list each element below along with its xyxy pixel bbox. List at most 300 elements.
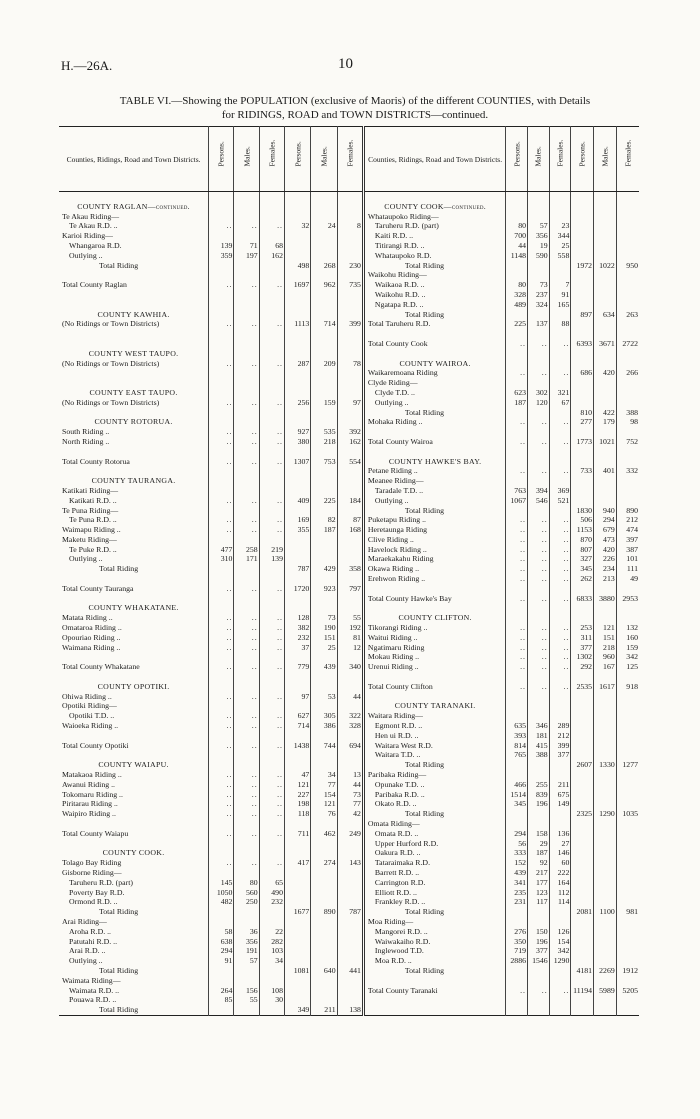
row-value: 187 xyxy=(514,397,526,407)
row-value: 324 xyxy=(535,299,548,309)
row-value: 53 xyxy=(327,691,336,701)
row-value: .. xyxy=(541,368,548,378)
row-value xyxy=(571,946,593,956)
row-value xyxy=(260,290,284,300)
row-value xyxy=(550,329,571,339)
row-value xyxy=(260,760,284,770)
row-value: 151 xyxy=(323,632,336,642)
row-value xyxy=(311,241,336,251)
row-value: .. xyxy=(226,436,233,446)
row-label xyxy=(59,290,208,300)
row-value xyxy=(234,368,258,378)
row-value xyxy=(594,613,616,623)
col-header-females: Females. xyxy=(259,127,284,192)
row-value xyxy=(285,937,310,947)
row-value xyxy=(528,506,549,516)
row-value xyxy=(617,770,639,780)
row-label: Puketapu Riding .. xyxy=(367,515,426,525)
row-value xyxy=(234,202,258,212)
row-label: Omataroa Riding .. xyxy=(62,623,122,633)
row-value: 92 xyxy=(539,858,548,868)
row-value: .. xyxy=(277,779,283,789)
row-value xyxy=(338,554,362,564)
row-value: 160 xyxy=(626,632,638,642)
row-label xyxy=(365,976,505,986)
row-value xyxy=(550,701,571,711)
row-value xyxy=(209,848,233,858)
row-value xyxy=(528,202,549,212)
row-label xyxy=(59,672,208,682)
row-value: .. xyxy=(541,417,548,427)
row-value xyxy=(234,731,258,741)
row-value xyxy=(285,701,310,711)
row-label: COUNTY RAGLAN—continued. xyxy=(77,201,190,211)
row-value xyxy=(234,564,258,574)
row-value xyxy=(338,731,362,741)
row-value: 219 xyxy=(271,544,283,554)
row-value: .. xyxy=(277,525,283,535)
row-value xyxy=(285,378,310,388)
row-label: Total County Whakatane xyxy=(62,662,140,672)
row-value: 1277 xyxy=(622,760,638,770)
row-value xyxy=(571,584,593,594)
row-value: 145 xyxy=(220,877,233,887)
row-value: 1022 xyxy=(599,260,615,270)
row-value: .. xyxy=(251,397,258,407)
row-value xyxy=(311,672,336,682)
row-value xyxy=(594,878,616,888)
row-value: .. xyxy=(563,642,570,652)
row-label xyxy=(59,339,208,349)
row-value: .. xyxy=(520,574,526,584)
row-value xyxy=(571,819,593,829)
row-value: 71 xyxy=(249,240,258,250)
row-value xyxy=(550,378,571,388)
row-label: Waitara T.D. .. xyxy=(374,750,421,760)
row-value: .. xyxy=(563,623,570,633)
row-value xyxy=(338,819,362,829)
row-value xyxy=(338,976,362,986)
row-value: .. xyxy=(563,368,570,378)
row-value: 310 xyxy=(220,554,233,564)
row-value: 399 xyxy=(557,740,570,750)
row-value xyxy=(285,447,310,457)
row-value xyxy=(234,212,258,222)
row-label: Total Riding xyxy=(404,309,445,319)
row-value xyxy=(550,192,571,202)
row-value: .. xyxy=(520,515,526,525)
row-value: 146 xyxy=(557,848,570,858)
row-value: .. xyxy=(277,221,283,231)
row-value: 192 xyxy=(349,623,361,633)
left-names xyxy=(59,192,209,1016)
row-value xyxy=(506,349,527,359)
row-value xyxy=(311,888,336,898)
row-value xyxy=(528,192,549,202)
row-value: 3671 xyxy=(599,338,615,348)
row-value: 386 xyxy=(323,721,336,731)
row-value: 1514 xyxy=(510,789,526,799)
row-value xyxy=(338,368,362,378)
row-value: 342 xyxy=(626,652,638,662)
row-value xyxy=(338,839,362,849)
col-header-name-right: Counties, Ridings, Road and Town Districts. xyxy=(363,127,505,192)
row-value xyxy=(550,917,571,927)
row-label: Te Puna Riding— xyxy=(62,505,119,515)
row-value xyxy=(506,760,527,770)
row-value xyxy=(209,966,233,976)
row-value xyxy=(209,652,233,662)
row-value: 506 xyxy=(580,515,593,525)
row-value: .. xyxy=(226,456,233,466)
row-value xyxy=(528,966,549,976)
row-value xyxy=(234,760,258,770)
row-value: 209 xyxy=(323,358,336,368)
row-value xyxy=(311,554,336,564)
row-value xyxy=(550,976,571,986)
row-value: 302 xyxy=(535,387,548,397)
row-value: 1912 xyxy=(622,965,638,975)
row-label: COUNTY ROTORUA. xyxy=(94,417,173,427)
row-value: 1302 xyxy=(576,652,593,662)
row-value: 439 xyxy=(514,867,526,877)
row-value: .. xyxy=(226,583,233,593)
row-value xyxy=(260,329,284,339)
row-value xyxy=(594,212,616,222)
row-value xyxy=(311,995,336,1005)
row-value: 294 xyxy=(603,515,615,525)
row-value xyxy=(571,976,593,986)
row-value xyxy=(285,231,310,241)
row-value xyxy=(260,701,284,711)
row-value: 355 xyxy=(297,525,310,535)
row-label: COUNTY WAIROA. xyxy=(399,358,471,368)
row-value: 237 xyxy=(535,289,548,299)
row-value xyxy=(234,701,258,711)
row-value: 255 xyxy=(535,779,548,789)
row-label: Total County Rotorua xyxy=(62,456,130,466)
row-label: Kaiti R.D. .. xyxy=(374,231,414,241)
row-value: .. xyxy=(277,789,283,799)
row-value xyxy=(506,506,527,516)
row-value xyxy=(338,917,362,927)
row-value: .. xyxy=(251,495,258,505)
row-value: .. xyxy=(277,623,283,633)
row-value xyxy=(617,780,639,790)
row-value: .. xyxy=(277,662,283,672)
row-label: Hen ui R.D. .. xyxy=(374,730,419,740)
row-value xyxy=(338,388,362,398)
row-value xyxy=(209,192,233,202)
row-value: 1617 xyxy=(599,681,615,691)
row-value xyxy=(311,300,336,310)
row-value xyxy=(285,251,310,261)
row-value: 735 xyxy=(349,280,361,290)
row-value: 65 xyxy=(275,877,283,887)
row-value xyxy=(550,770,571,780)
row-value xyxy=(209,339,233,349)
row-value: 225 xyxy=(514,319,526,329)
row-value xyxy=(209,270,233,280)
row-label: Total County Hawke's Bay xyxy=(367,593,452,603)
row-value: 388 xyxy=(626,407,638,417)
row-value: 91 xyxy=(561,289,570,299)
row-label: Total Riding xyxy=(404,760,445,770)
row-value: 32 xyxy=(301,221,310,231)
row-label: Inglewood T.D. xyxy=(374,946,424,956)
row-value: 169 xyxy=(297,515,310,525)
row-value: 57 xyxy=(249,956,258,966)
row-value: 787 xyxy=(297,564,310,574)
row-value xyxy=(338,447,362,457)
row-value xyxy=(338,986,362,996)
row-value xyxy=(260,603,284,613)
row-value: .. xyxy=(226,828,233,838)
row-value xyxy=(617,270,639,280)
row-value xyxy=(209,750,233,760)
row-value: 294 xyxy=(220,946,233,956)
row-value: 276 xyxy=(514,926,526,936)
row-value xyxy=(528,819,549,829)
row-value: 1067 xyxy=(510,495,526,505)
row-value xyxy=(617,917,639,927)
row-value: 227 xyxy=(297,789,310,799)
row-label: Taruheru R.D. (part) xyxy=(69,877,133,887)
row-label: Outlying .. xyxy=(374,495,409,505)
row-value: .. xyxy=(277,632,283,642)
row-value xyxy=(506,378,527,388)
row-label: COUNTY OPOTIKI. xyxy=(97,681,170,691)
row-value: .. xyxy=(251,221,258,231)
row-label: Waiwakaiho R.D. xyxy=(374,936,431,946)
row-value: 177 xyxy=(535,877,548,887)
row-value: 1972 xyxy=(576,260,593,270)
row-value xyxy=(209,378,233,388)
row-value xyxy=(528,603,549,613)
row-label: Petane Riding .. xyxy=(367,466,418,476)
row-value xyxy=(338,270,362,280)
row-value: 1677 xyxy=(293,907,310,917)
row-label: Clyde T.D. .. xyxy=(374,387,415,397)
row-value: .. xyxy=(277,740,283,750)
row-value xyxy=(311,946,336,956)
row-value xyxy=(209,388,233,398)
row-value xyxy=(571,427,593,437)
row-value: 962 xyxy=(323,280,336,290)
row-value: 136 xyxy=(557,828,570,838)
row-value xyxy=(550,819,571,829)
row-value: .. xyxy=(226,779,233,789)
row-value: 159 xyxy=(323,397,336,407)
row-value xyxy=(571,868,593,878)
row-value xyxy=(285,535,310,545)
row-value: 187 xyxy=(323,525,336,535)
row-value: 763 xyxy=(514,485,526,495)
row-value xyxy=(311,731,336,741)
row-value: 700 xyxy=(514,231,526,241)
row-value: 87 xyxy=(353,515,361,525)
row-value: 369 xyxy=(557,485,570,495)
row-value xyxy=(338,408,362,418)
row-value xyxy=(285,976,310,986)
row-value xyxy=(506,329,527,339)
row-value: 558 xyxy=(557,250,570,260)
row-value xyxy=(571,878,593,888)
row-label xyxy=(59,594,208,604)
row-value xyxy=(550,349,571,359)
row-value: 12 xyxy=(353,642,361,652)
row-label xyxy=(59,466,208,476)
row-value xyxy=(594,221,616,231)
row-value xyxy=(617,251,639,261)
col-header-persons: Persons. xyxy=(209,127,234,192)
row-value: 328 xyxy=(514,289,526,299)
row-label: Maraekakahu Riding xyxy=(367,554,434,564)
row-value xyxy=(338,672,362,682)
row-value xyxy=(285,310,310,320)
row-value xyxy=(617,711,639,721)
row-value xyxy=(260,907,284,917)
row-value xyxy=(311,212,336,222)
row-label: Mokau Riding .. xyxy=(367,652,420,662)
row-value xyxy=(550,427,571,437)
row-label: Ngatapa R.D. .. xyxy=(374,299,424,309)
row-value: .. xyxy=(277,721,283,731)
row-value xyxy=(594,270,616,280)
row-label: COUNTY CLIFTON. xyxy=(398,613,472,623)
row-value: .. xyxy=(251,858,258,868)
row-value xyxy=(285,995,310,1005)
row-value xyxy=(311,701,336,711)
row-value: 191 xyxy=(246,946,258,956)
row-value: .. xyxy=(251,525,258,535)
row-value: 305 xyxy=(323,711,336,721)
col-header-females-total: Females. xyxy=(337,127,363,192)
row-value xyxy=(285,270,310,280)
row-value: 4181 xyxy=(576,965,593,975)
row-label: Titirangi R.D. .. xyxy=(374,240,425,250)
row-label: Total County Wairoa xyxy=(367,436,433,446)
row-value: 328 xyxy=(349,721,361,731)
right-names xyxy=(363,192,505,1016)
row-value xyxy=(234,750,258,760)
row-value: .. xyxy=(541,662,548,672)
row-value xyxy=(617,300,639,310)
row-value: 401 xyxy=(603,466,615,476)
row-value: 466 xyxy=(514,779,526,789)
row-value xyxy=(617,868,639,878)
row-value: .. xyxy=(277,858,283,868)
row-value: 152 xyxy=(514,858,526,868)
row-value xyxy=(594,731,616,741)
row-value: 923 xyxy=(323,583,336,593)
right-females xyxy=(549,192,571,1016)
row-value: 560 xyxy=(246,887,258,897)
row-value: 356 xyxy=(535,231,548,241)
row-value xyxy=(234,535,258,545)
row-value: .. xyxy=(277,397,283,407)
row-value: 342 xyxy=(557,946,570,956)
row-value: 222 xyxy=(557,867,570,877)
row-value xyxy=(338,888,362,898)
row-value: 73 xyxy=(327,613,336,623)
row-value: 181 xyxy=(535,730,548,740)
row-value xyxy=(617,476,639,486)
row-value xyxy=(234,819,258,829)
row-value: .. xyxy=(251,427,258,437)
row-value xyxy=(260,819,284,829)
row-value xyxy=(617,672,639,682)
row-value xyxy=(550,584,571,594)
row-value xyxy=(571,927,593,937)
row-label: Poverty Bay R.D. xyxy=(69,887,125,897)
row-value xyxy=(234,848,258,858)
row-value xyxy=(617,398,639,408)
row-value xyxy=(571,241,593,251)
row-value: .. xyxy=(251,280,258,290)
row-value xyxy=(338,878,362,888)
row-value xyxy=(571,917,593,927)
row-value xyxy=(594,829,616,839)
row-value: .. xyxy=(541,564,548,574)
row-value xyxy=(285,388,310,398)
row-label: COUNTY TARANAKI. xyxy=(394,701,476,711)
row-value: 57 xyxy=(539,221,548,231)
row-label: Outlying .. xyxy=(69,554,103,564)
row-value: 36 xyxy=(249,926,258,936)
row-value: 927 xyxy=(297,427,310,437)
row-value xyxy=(594,848,616,858)
row-label: Aroha R.D. .. xyxy=(69,926,112,936)
row-value: 73 xyxy=(539,280,548,290)
row-value xyxy=(506,447,527,457)
row-value xyxy=(234,682,258,692)
row-value xyxy=(594,280,616,290)
row-value xyxy=(285,408,310,418)
row-value xyxy=(506,359,527,369)
row-value: 42 xyxy=(353,809,361,819)
row-value: 345 xyxy=(514,799,526,809)
row-value xyxy=(311,349,336,359)
row-value xyxy=(506,770,527,780)
row-value xyxy=(311,976,336,986)
row-value: 19 xyxy=(539,240,548,250)
col-header-females-total-right: Females. xyxy=(616,127,639,192)
row-value: 73 xyxy=(353,789,361,799)
row-value: 34 xyxy=(327,770,336,780)
row-value: 733 xyxy=(580,466,593,476)
row-value xyxy=(594,231,616,241)
row-value xyxy=(594,868,616,878)
row-value: .. xyxy=(277,583,283,593)
row-value xyxy=(528,711,549,721)
row-value: 128 xyxy=(297,613,310,623)
row-label: Clyde Riding— xyxy=(367,378,418,388)
row-label xyxy=(365,349,505,359)
row-value xyxy=(506,809,527,819)
row-label: Total County Waiapu xyxy=(62,828,129,838)
row-value xyxy=(571,711,593,721)
row-value: 940 xyxy=(603,505,615,515)
row-value xyxy=(528,408,549,418)
row-value: 779 xyxy=(297,662,310,672)
row-label: Pouawa R.D. .. xyxy=(69,995,117,1005)
row-value xyxy=(594,839,616,849)
row-value xyxy=(594,486,616,496)
row-value xyxy=(285,868,310,878)
row-value xyxy=(285,760,310,770)
row-label: Total County Clifton xyxy=(367,681,433,691)
